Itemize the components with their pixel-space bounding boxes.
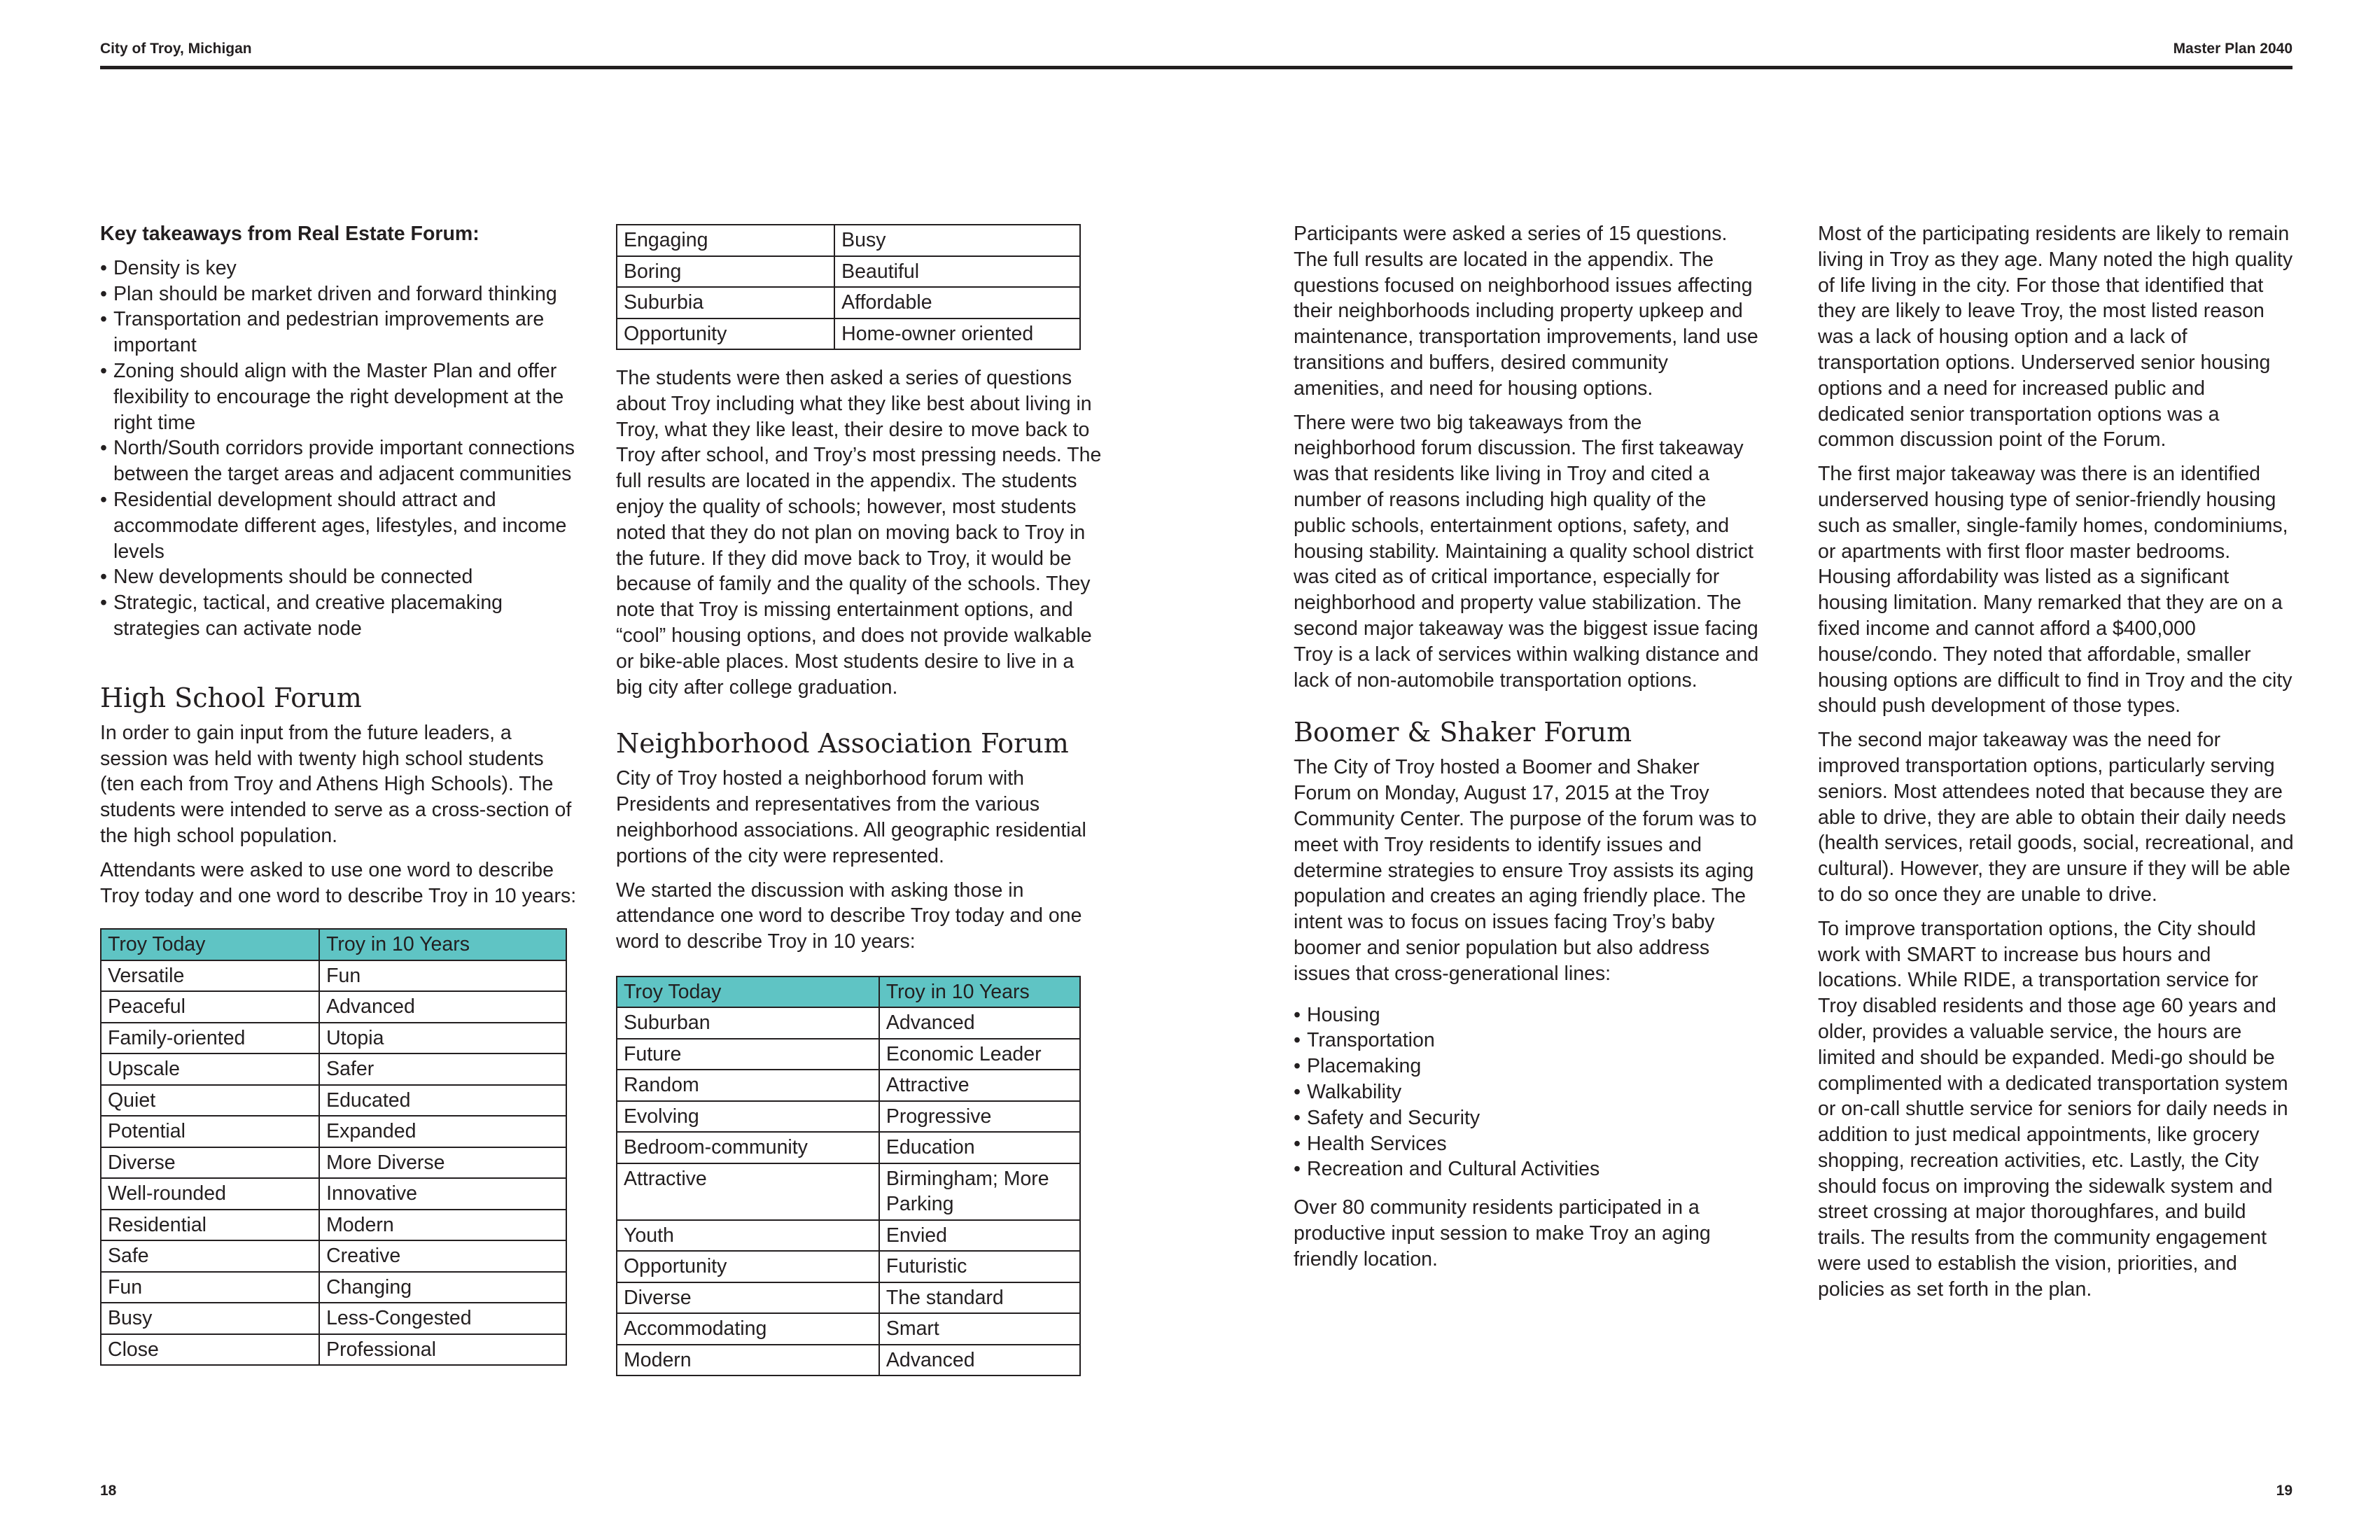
table-header-cell: Troy Today [617, 976, 879, 1008]
table-row [101, 1147, 566, 1179]
table-header-cell: Troy in 10 Years [319, 929, 566, 960]
page-number-right: 19 [2276, 1483, 2292, 1499]
table-cell: Fun [319, 960, 566, 992]
table-cell: Professional [319, 1334, 566, 1366]
table-cell: Utopia [319, 1023, 566, 1054]
table-row [617, 287, 1080, 318]
table-cell: Residential [101, 1210, 319, 1241]
table-row [617, 1220, 1080, 1252]
high-school-paragraph-3: The students were then asked a series of questions about Troy including what they like best about living in Troy, what they like least, their desire to move back to Troy after school, and Troy’s most pressing needs. The full results are located in the appendix. The students enjoy the quality of schools; however, most students noted that they do not plan on moving back to Troy in the future. If they did move back to Troy, it would be because of family and the quality of the schools. They note that Troy is missing entertainment options, and “cool” housing options, and does not provide walkable or bike-able places. Most students desire to live in a big city after college graduation. [616, 367, 1102, 699]
table-cell: Evolving [617, 1101, 879, 1133]
table-cell: Educated [319, 1085, 566, 1116]
table-cell: Smart [879, 1313, 1080, 1345]
table-row [101, 1210, 566, 1241]
header-divider [100, 66, 2292, 69]
boomer-paragraph-5: The second major takeaway was the need for improved transportation options, particularly serving seniors. Most attendees noted that because they are able to drive, they are able to obtain their daily needs (health services, retail goods, social, recreational, and cultural). However, they are unsure if they will be able to do so once they are unable to drive. [1818, 729, 2294, 906]
table-cell: Modern [617, 1345, 879, 1376]
table-cell: Education [879, 1132, 1080, 1163]
table-cell: Attractive [879, 1070, 1080, 1101]
column-1 [100, 221, 583, 1366]
table-cell: Envied [879, 1220, 1080, 1252]
table-cell: Engaging [617, 225, 834, 256]
table-row [101, 1334, 566, 1366]
table-cell: Close [101, 1334, 319, 1366]
list-item: • Strategic, tactical, and creative placemaking strategies can activate node [100, 590, 583, 642]
list-item: • North/South corridors provide important connections between the target areas and adjacent communities [100, 435, 583, 487]
column-4 [1818, 221, 2294, 1311]
boomer-paragraph-1: The City of Troy hosted a Boomer and Shaker Forum on Monday, August 17, 2015 at the Troy Community Center. The purpose of the forum was to meet with Troy residents to identify issues and determine strategies to ensure Troy assists its aging population and creates an aging friendly place. The intent was to focus on issues facing Troy’s baby boomer and senior population but also address issues that cross-generational lines: [1294, 756, 1757, 985]
high-school-words-table [100, 928, 567, 1366]
table-cell: Boring [617, 256, 834, 288]
table-cell: Safer [319, 1054, 566, 1085]
document-header-left: City of Troy, Michigan [100, 41, 252, 57]
boomer-topics-list [1294, 1002, 1763, 1183]
table-row [101, 1116, 566, 1147]
table-cell: Futuristic [879, 1251, 1080, 1282]
table-header-row [101, 929, 566, 960]
table-header-cell: Troy in 10 Years [879, 976, 1080, 1008]
table-cell: Busy [101, 1303, 319, 1334]
table-row [617, 1070, 1080, 1101]
table-row [617, 1345, 1080, 1376]
table-row [617, 1251, 1080, 1282]
table-row [617, 1282, 1080, 1314]
table-cell: Attractive [617, 1163, 879, 1220]
table-cell: Upscale [101, 1054, 319, 1085]
table-cell: Home-owner oriented [834, 318, 1080, 350]
neighborhood-words-table [616, 976, 1081, 1377]
table-row [617, 1039, 1080, 1070]
table-cell: Affordable [834, 287, 1080, 318]
list-item: • Transportation [1294, 1028, 1763, 1054]
high-school-words-table-continued [616, 224, 1081, 350]
neighborhood-paragraph-3: Participants were asked a series of 15 questions. The full results are located in the appendix. The questions focused on neighborhood issues affecting their neighborhoods including property upkeep and maintenance, transportation improvements, land use transitions and buffers, desired community amenities, and need for housing options. [1294, 223, 1758, 400]
table-cell: Birmingham; More Parking [879, 1163, 1080, 1220]
table-row [101, 960, 566, 992]
column-2 [616, 221, 1106, 1376]
boomer-paragraph-4: The first major takeaway was there is an identified underserved housing type of senior-friendly housing such as smaller, single-family homes, condominiums, or apartments with first floor master bedrooms. Housing affordability was listed as a significant housing limitation. Many remarked that they are on a fixed income and cannot afford a $400,000 house/condo. They noted that affordable, smaller housing options are difficult to find in Troy and the city should push development of those types. [1818, 463, 2292, 718]
table-row [101, 1054, 566, 1085]
table-cell: Suburban [617, 1007, 879, 1039]
table-row [617, 1101, 1080, 1133]
table-row [101, 1085, 566, 1116]
table-cell: Advanced [879, 1007, 1080, 1039]
table-cell: Expanded [319, 1116, 566, 1147]
table-cell: Busy [834, 225, 1080, 256]
boomer-paragraph-6: To improve transportation options, the City should work with SMART to increase bus hours and locations. While RIDE, a transportation service for Troy disabled residents and those age 60 years and older, provides a valuable service, the hours are limited and should be expanded. Medi-go should be complimented with a dedicated transportation system or on-call shuttle service for seniors for daily needs in addition to just medical appointments, like grocery shopping, recreation activities, etc. Lastly, the City should focus on improving the sidewalk system and street crossing at major thoroughfares, and build trails. The results from the community engagement were used to establish the vision, priorities, and policies as set forth in the plan. [1818, 917, 2288, 1301]
high-school-paragraph-1: In order to gain input from the future leaders, a session was held with twenty high school students (ten each from Troy and Athens High Schools). The students were intended to serve as a cross-section of the high school population. [100, 721, 572, 847]
table-row [101, 1023, 566, 1054]
table-cell: Accommodating [617, 1313, 879, 1345]
table-cell: Diverse [101, 1147, 319, 1179]
table-cell: Peaceful [101, 991, 319, 1023]
high-school-paragraph-2: Attendants were asked to use one word to describe Troy today and one word to describe Troy in 10 years: [100, 858, 577, 907]
table-cell: Progressive [879, 1101, 1080, 1133]
table-row [617, 1163, 1080, 1220]
table-row [617, 1132, 1080, 1163]
table-header-cell: Troy Today [101, 929, 319, 960]
table-row [617, 1313, 1080, 1345]
table-cell: Quiet [101, 1085, 319, 1116]
table-cell: Creative [319, 1240, 566, 1272]
table-cell: Suburbia [617, 287, 834, 318]
page-number-left: 18 [100, 1483, 117, 1499]
table-cell: Safe [101, 1240, 319, 1272]
table-cell: Youth [617, 1220, 879, 1252]
table-cell: Bedroom-community [617, 1132, 879, 1163]
table-header-row [617, 976, 1080, 1008]
table-cell: Less-Congested [319, 1303, 566, 1334]
neighborhood-paragraph-4: There were two big takeaways from the neighborhood forum discussion. The first takeaway was that residents like living in Troy and cited a number of reasons including high quality of the public schools, entertainment options, safety, and housing stability. Maintaining a quality school district was cited as of critical importance, especially for neighborhood and property value stabilization. The second major takeaway was the biggest issue facing Troy is a lack of services within walking distance and lack of non-automobile transportation options. [1294, 411, 1759, 692]
table-cell: Advanced [879, 1345, 1080, 1376]
list-item: • Density is key [100, 255, 583, 281]
neighborhood-forum-heading: Neighborhood Association Forum [616, 728, 1069, 760]
column-3 [1294, 221, 1763, 1280]
table-cell: More Diverse [319, 1147, 566, 1179]
table-cell: Economic Leader [879, 1039, 1080, 1070]
table-cell: Opportunity [617, 1251, 879, 1282]
list-item: • Walkability [1294, 1079, 1763, 1105]
table-row [617, 225, 1080, 256]
list-item: • Safety and Security [1294, 1105, 1763, 1131]
list-item: • Transportation and pedestrian improvements are important [100, 307, 583, 358]
list-item: • Residential development should attract and accommodate different ages, lifestyles, and income levels [100, 487, 583, 564]
table-row [617, 1007, 1080, 1039]
table-row [101, 991, 566, 1023]
table-cell: Changing [319, 1272, 566, 1303]
table-row [101, 1240, 566, 1272]
table-cell: Family-oriented [101, 1023, 319, 1054]
table-cell: Random [617, 1070, 879, 1101]
list-item: • Zoning should align with the Master Plan and offer flexibility to encourage the right development at the right time [100, 358, 583, 435]
table-row [101, 1178, 566, 1210]
neighborhood-paragraph-2: We started the discussion with asking those in attendance one word to describe Troy today and one word to describe Troy in 10 years: [616, 878, 1082, 953]
list-item: • Health Services [1294, 1131, 1763, 1157]
neighborhood-paragraph-1: City of Troy hosted a neighborhood forum with Presidents and representatives from the various neighborhood associations. All geographic residential portions of the city were represented. [616, 767, 1086, 867]
boomer-shaker-forum-heading: Boomer & Shaker Forum [1294, 717, 1632, 748]
table-row [101, 1272, 566, 1303]
table-row [101, 1303, 566, 1334]
list-item: • New developments should be connected [100, 564, 583, 590]
table-row [617, 256, 1080, 288]
table-cell: Beautiful [834, 256, 1080, 288]
list-item: • Plan should be market driven and forward thinking [100, 281, 583, 307]
document-header-right: Master Plan 2040 [2173, 41, 2292, 57]
list-item: • Housing [1294, 1002, 1763, 1028]
table-cell: Potential [101, 1116, 319, 1147]
table-cell: Fun [101, 1272, 319, 1303]
table-cell: Opportunity [617, 318, 834, 350]
real-estate-takeaways-title: Key takeaways from Real Estate Forum: [100, 223, 479, 245]
boomer-paragraph-3: Most of the participating residents are likely to remain living in Troy as they age. Many noted the high quality of life living in the city. For those that identified that they are likely to leave Troy, the most listed reason was a lack of housing option and a lack of transportation options. Underserved senior housing options and a need for increased public and dedicated senior transportation options was a common discussion point of the Forum. [1818, 223, 2293, 451]
table-cell: Well-rounded [101, 1178, 319, 1210]
table-cell: Innovative [319, 1178, 566, 1210]
real-estate-takeaways-list [100, 255, 583, 642]
table-cell: Advanced [319, 991, 566, 1023]
table-cell: The standard [879, 1282, 1080, 1314]
high-school-forum-heading: High School Forum [100, 682, 362, 713]
boomer-paragraph-2: Over 80 community residents participated in a productive input session to make Troy an aging friendly location. [1294, 1196, 1711, 1270]
table-cell: Diverse [617, 1282, 879, 1314]
table-cell: Future [617, 1039, 879, 1070]
table-cell: Versatile [101, 960, 319, 992]
table-row [617, 318, 1080, 350]
list-item: • Placemaking [1294, 1054, 1763, 1079]
table-cell: Modern [319, 1210, 566, 1241]
list-item: • Recreation and Cultural Activities [1294, 1156, 1763, 1182]
